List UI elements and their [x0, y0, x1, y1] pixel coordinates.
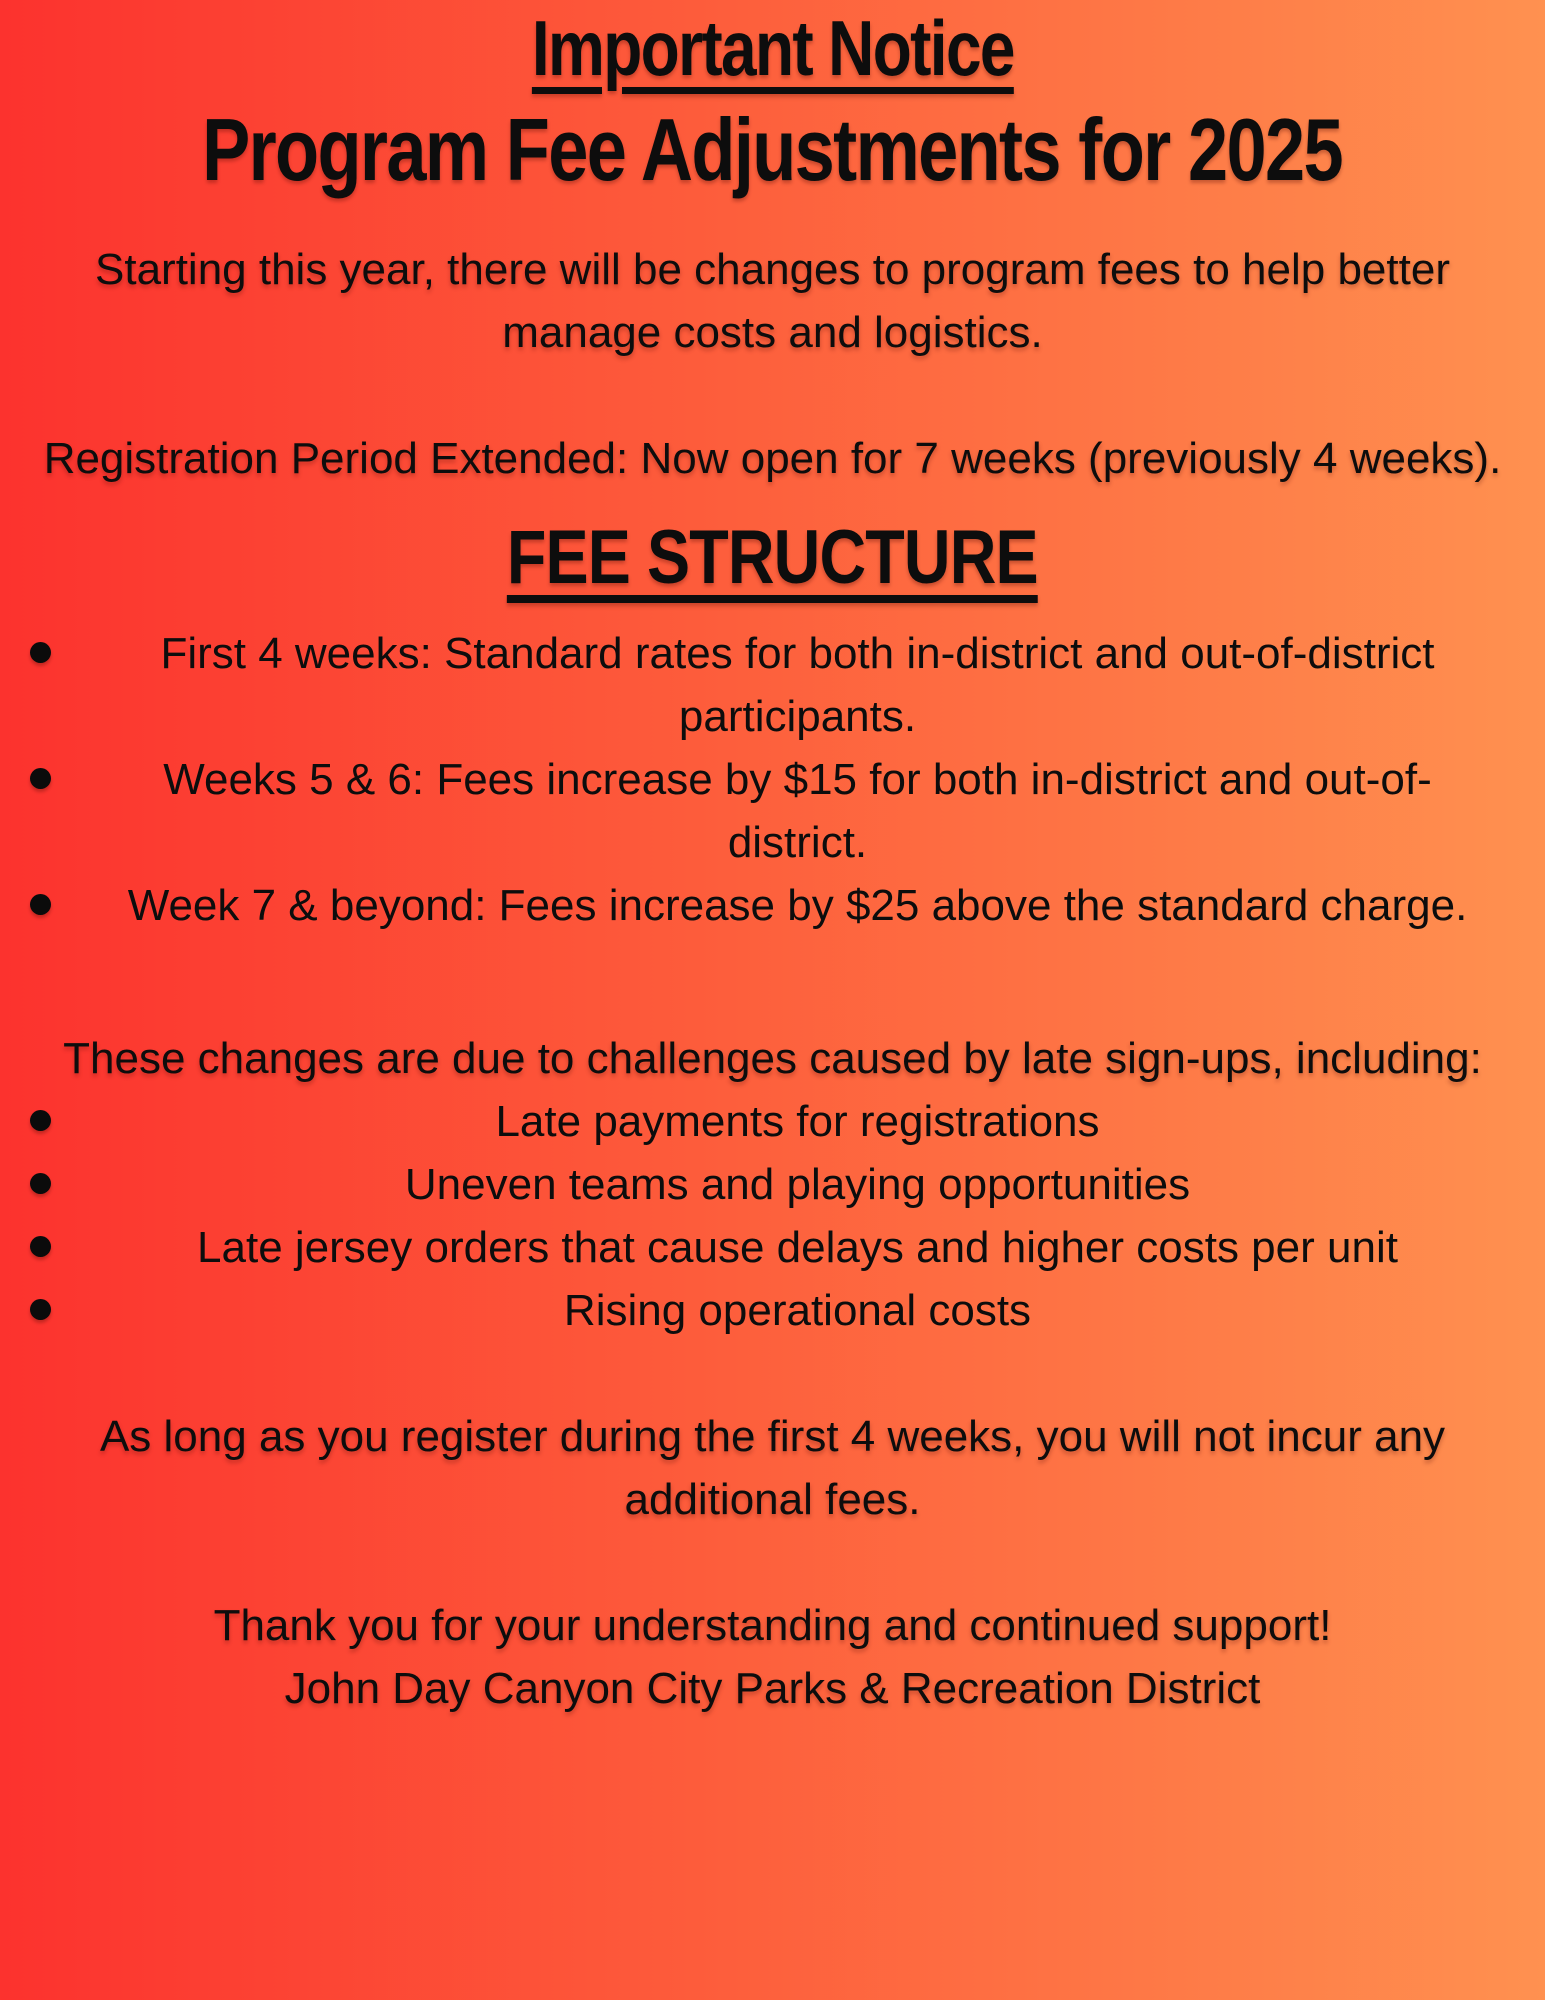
page-subtitle [0, 102, 1545, 198]
challenges-intro-paragraph: These changes are due to challenges caused by late sign-ups, including: [63, 1034, 1482, 1083]
fee-item-first-4-weeks: First 4 weeks: Standard rates for both in-district and out-of-district participants. [160, 629, 1435, 741]
fee-item-weeks-5-6: Weeks 5 & 6: Fees increase by $15 for both in-district and out-of-district. [163, 755, 1432, 867]
assurance-paragraph: As long as you register during the first 4 weeks, you will not incur any additional fees. [99, 1412, 1446, 1524]
bullet-dot-icon [30, 1173, 51, 1194]
registration-extension-paragraph: Registration Period Extended: Now open for 7 weeks (previously 4 weeks). [43, 434, 1502, 483]
bullet-dot-icon [30, 768, 51, 789]
list-item [0, 1090, 1545, 1153]
challenge-uneven-teams: Uneven teams and playing opportunities [404, 1160, 1191, 1209]
bullet-dot-icon [30, 1299, 51, 1320]
list-item [0, 622, 1545, 748]
list-item [0, 1216, 1545, 1279]
fee-structure-heading [0, 516, 1545, 600]
list-item [0, 874, 1545, 937]
list-item [0, 748, 1545, 874]
page-title [0, 6, 1545, 90]
page-subtitle-text: Program Fee Adjustments for 2025 [202, 100, 1343, 199]
thank-you-line: Thank you for your understanding and continued support! [213, 1601, 1332, 1650]
fee-item-week-7-beyond: Week 7 & beyond: Fees increase by $25 above the standard charge. [127, 881, 1468, 930]
bullet-dot-icon [30, 1110, 51, 1131]
fee-structure-heading-text: FEE STRUCTURE [507, 515, 1038, 600]
challenges-list [0, 1090, 1545, 1342]
challenge-rising-costs: Rising operational costs [563, 1286, 1032, 1335]
fee-structure-list [0, 622, 1545, 937]
page-title-text: Important Notice [531, 4, 1014, 92]
bullet-dot-icon [30, 894, 51, 915]
intro-paragraph: Starting this year, there will be changes to program fees to help better manage costs and logistics. [95, 245, 1450, 357]
bullet-dot-icon [30, 642, 51, 663]
challenge-late-jerseys: Late jersey orders that cause delays and higher costs per unit [197, 1223, 1398, 1272]
list-item [0, 1153, 1545, 1216]
challenge-late-payments: Late payments for registrations [495, 1097, 1100, 1146]
organization-signature: John Day Canyon City Parks & Recreation District [284, 1664, 1261, 1713]
list-item [0, 1279, 1545, 1342]
bullet-dot-icon [30, 1236, 51, 1257]
